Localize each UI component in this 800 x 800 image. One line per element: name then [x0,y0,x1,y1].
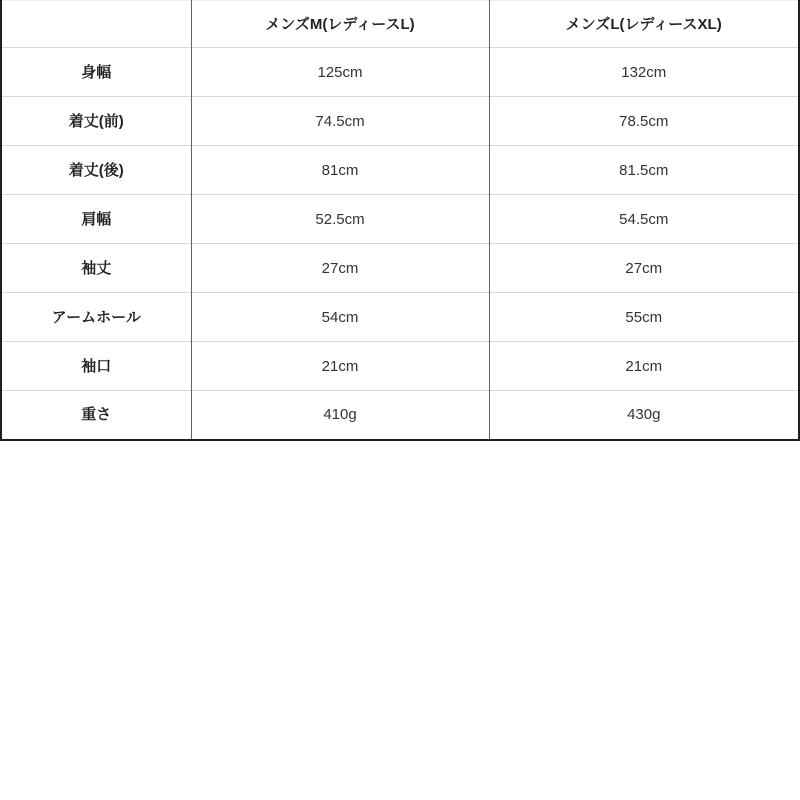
table-row-length-back [1,146,799,195]
table-row-length-front [1,97,799,146]
table-row-body-width [1,48,799,97]
size-value: 27cm [191,244,489,293]
size-chart-header [1,1,799,48]
row-label: 着丈(前) [1,97,191,146]
size-value: 81.5cm [489,146,799,195]
size-value: 54.5cm [489,195,799,244]
row-label: アームホール [1,293,191,342]
size-value: 125cm [191,48,489,97]
size-value: 52.5cm [191,195,489,244]
size-value: 78.5cm [489,97,799,146]
table-row-armhole [1,293,799,342]
row-label: 肩幅 [1,195,191,244]
table-row-shoulder-width [1,195,799,244]
column-header-mens-m: メンズM(レディースL) [191,1,489,48]
table-row-weight [1,391,799,440]
size-value: 132cm [489,48,799,97]
table-row-cuff [1,342,799,391]
size-value: 21cm [489,342,799,391]
row-label: 袖口 [1,342,191,391]
corner-cell [1,1,191,48]
header-row [1,1,799,48]
row-label: 着丈(後) [1,146,191,195]
row-label: 袖丈 [1,244,191,293]
size-value: 81cm [191,146,489,195]
size-value: 74.5cm [191,97,489,146]
size-value: 27cm [489,244,799,293]
table-row-sleeve-length [1,244,799,293]
size-value: 54cm [191,293,489,342]
size-value: 430g [489,391,799,440]
column-header-mens-l: メンズL(レディースXL) [489,1,799,48]
size-chart-body [1,48,799,440]
size-value: 21cm [191,342,489,391]
row-label: 身幅 [1,48,191,97]
row-label: 重さ [1,391,191,440]
size-value: 55cm [489,293,799,342]
size-value: 410g [191,391,489,440]
